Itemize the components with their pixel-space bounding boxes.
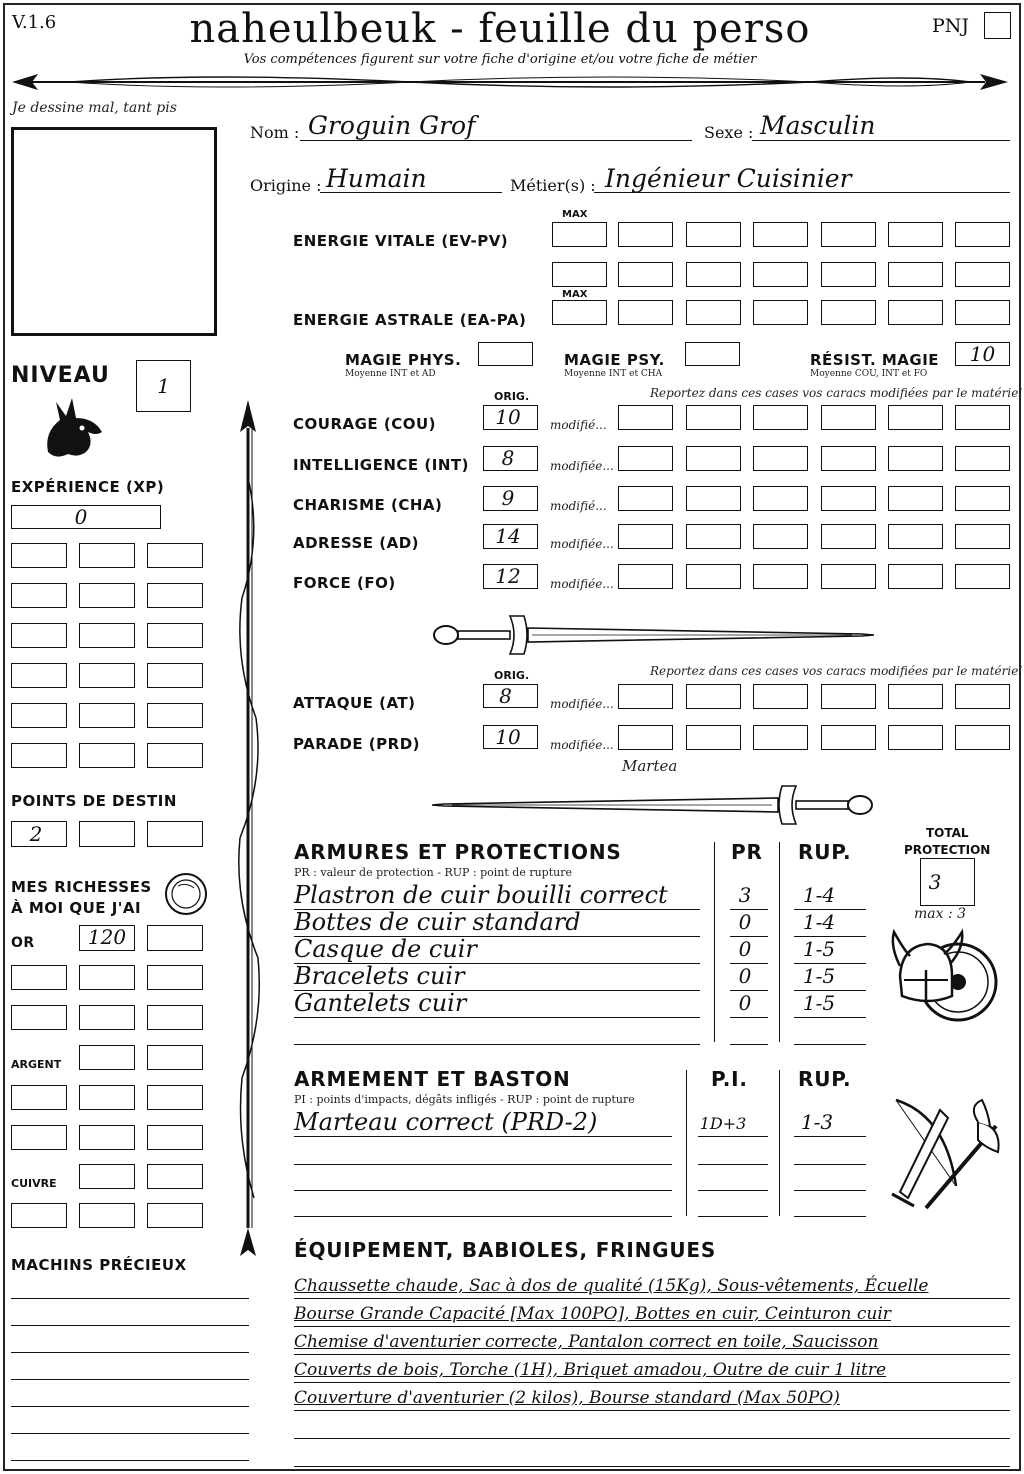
spear-divider-icon xyxy=(10,70,1010,94)
energy-box-r1-c6[interactable] xyxy=(888,222,943,247)
energy-box-r2-c4[interactable] xyxy=(753,262,808,287)
equipement-line xyxy=(294,1298,1010,1299)
stat-modified-box-4[interactable] xyxy=(821,486,876,511)
armure-name[interactable]: Gantelets cuir xyxy=(294,989,467,1017)
armure-pr-underline xyxy=(730,1017,768,1018)
stat-label: ADRESSE (AD) xyxy=(293,534,420,552)
energy-box-r3-c1[interactable] xyxy=(552,300,607,325)
combat-modified-box-r2-c3[interactable] xyxy=(753,725,808,750)
armure-underline xyxy=(294,1017,700,1018)
energy-box-r1-c3[interactable] xyxy=(686,222,741,247)
energy-box-r2-c2[interactable] xyxy=(618,262,673,287)
arme-underline xyxy=(294,1190,672,1191)
energy-box-r3-c6[interactable] xyxy=(888,300,943,325)
combat-modified-box-r2-c1[interactable] xyxy=(618,725,673,750)
energy-box-r2-c3[interactable] xyxy=(686,262,741,287)
stat-modified-box-4[interactable] xyxy=(821,564,876,589)
armure-rup[interactable]: 1-5 xyxy=(802,937,836,961)
arme-pi[interactable]: 1D+3 xyxy=(699,1114,747,1133)
sword-icon xyxy=(432,610,874,660)
resist-magie-value: 10 xyxy=(969,342,996,366)
or-value: 120 xyxy=(87,925,127,949)
stat-modified-box-5[interactable] xyxy=(888,524,943,549)
machins-line[interactable] xyxy=(11,1379,249,1380)
stat-modif-label: modifiée... xyxy=(550,537,614,551)
prd-orig-value: 10 xyxy=(495,725,521,749)
money-box-r6-c1[interactable] xyxy=(79,1164,135,1189)
sexe-label: Sexe : xyxy=(704,123,754,142)
origine-label: Origine : xyxy=(250,176,322,195)
armement-title: ARMEMENT ET BASTON xyxy=(294,1067,571,1091)
energy-box-r1-c4[interactable] xyxy=(753,222,808,247)
money-box-r4-c2[interactable] xyxy=(79,1085,135,1110)
money-box-r7-c2[interactable] xyxy=(79,1203,135,1228)
equipement-title: ÉQUIPEMENT, BABIOLES, FRINGUES xyxy=(294,1238,717,1262)
armement-pi-label: P.I. xyxy=(711,1067,748,1091)
magie-phys-box[interactable] xyxy=(478,342,533,366)
equipement-line xyxy=(294,1354,1010,1355)
energy-box-r3-c7[interactable] xyxy=(955,300,1010,325)
xp-box-r6-c3[interactable] xyxy=(147,743,203,768)
equipement-line xyxy=(294,1382,1010,1383)
arme-rup-underline xyxy=(794,1190,866,1191)
armures-title: ARMURES ET PROTECTIONS xyxy=(294,840,622,864)
energy-box-r1-c7[interactable] xyxy=(955,222,1010,247)
arme-rup[interactable]: 1-3 xyxy=(800,1110,834,1134)
xp-box-r1-c2[interactable] xyxy=(79,543,135,568)
magie-phys-note: Moyenne INT et AD xyxy=(345,369,436,379)
stat-label: INTELLIGENCE (INT) xyxy=(293,456,469,474)
ea-label: ENERGIE ASTRALE (EA-PA) xyxy=(293,311,527,329)
money-box-r3-c1[interactable] xyxy=(79,1045,135,1070)
combat-modified-box-r2-c2[interactable] xyxy=(686,725,741,750)
armement-note: PI : points d'impacts, dégâts infligés - RUP : point de rupture xyxy=(294,1093,635,1106)
xp-box-r1-c1[interactable] xyxy=(11,543,67,568)
ea-max-label: MAX xyxy=(562,289,588,300)
metier-label: Métier(s) : xyxy=(510,176,596,195)
stat-orig-value: 10 xyxy=(495,405,521,429)
armure-name[interactable]: Bracelets cuir xyxy=(294,962,465,990)
destin-label: POINTS DE DESTIN xyxy=(11,792,177,810)
machins-line[interactable] xyxy=(11,1325,249,1326)
vertical-spear-icon xyxy=(228,398,268,1258)
armure-rup[interactable]: 1-4 xyxy=(802,883,836,907)
stat-modified-box-3[interactable] xyxy=(753,486,808,511)
xp-box-r6-c1[interactable] xyxy=(11,743,67,768)
total-protection-label-1: TOTAL xyxy=(926,826,969,840)
equipement-item[interactable]: Couverture d'aventurier (2 kilos), Bourse standard (Max 50PO) xyxy=(294,1388,840,1408)
xp-value: 0 xyxy=(74,505,88,529)
niveau-label: NIVEAU xyxy=(11,363,110,388)
armure-rup[interactable]: 1-5 xyxy=(802,964,836,988)
stat-modified-box-6[interactable] xyxy=(955,405,1010,430)
arme-name[interactable]: Marteau correct (PRD-2) xyxy=(294,1108,598,1136)
stat-modified-box-2[interactable] xyxy=(686,564,741,589)
money-box-r5-c3[interactable] xyxy=(147,1125,203,1150)
arme-rup-underline xyxy=(794,1164,866,1165)
combat-modified-box-r1-c4[interactable] xyxy=(821,684,876,709)
stat-orig-value: 14 xyxy=(495,524,521,548)
machins-line[interactable] xyxy=(11,1433,249,1434)
stat-modified-box-4[interactable] xyxy=(821,446,876,471)
energy-box-r2-c7[interactable] xyxy=(955,262,1010,287)
sexe-value[interactable]: Masculin xyxy=(760,111,876,140)
stats-report-note: Reportez dans ces cases vos caracs modifiées par le matériel xyxy=(650,386,1023,400)
at-orig-value: 8 xyxy=(499,684,512,708)
money-box-r2-c2[interactable] xyxy=(79,1005,135,1030)
combat-modified-box-r1-c5[interactable] xyxy=(888,684,943,709)
combat-orig-label: ORIG. xyxy=(494,669,530,682)
magie-psy-box[interactable] xyxy=(685,342,740,366)
stat-orig-value: 8 xyxy=(501,446,515,470)
nom-value[interactable]: Groguin Grof xyxy=(308,111,476,140)
niveau-value: 1 xyxy=(157,374,170,398)
xp-box-r4-c1[interactable] xyxy=(11,663,67,688)
stat-modif-label: modifiée... xyxy=(550,459,614,473)
pnj-checkbox[interactable] xyxy=(984,12,1011,39)
xp-box-r2-c2[interactable] xyxy=(79,583,135,608)
coin-icon xyxy=(164,872,208,916)
machins-line[interactable] xyxy=(11,1406,249,1407)
combat-modified-box-r1-c6[interactable] xyxy=(955,684,1010,709)
money-box-r7-c3[interactable] xyxy=(147,1203,203,1228)
equipement-line xyxy=(294,1410,1010,1411)
arme-pi-underline xyxy=(698,1216,768,1217)
stat-modified-box-1[interactable] xyxy=(618,524,673,549)
equipement-line xyxy=(294,1326,1010,1327)
armure-pr[interactable]: 0 xyxy=(738,991,752,1015)
energy-box-r2-c5[interactable] xyxy=(821,262,876,287)
or-box-2[interactable] xyxy=(147,925,203,951)
stat-modified-box-5[interactable] xyxy=(888,405,943,430)
energy-box-r1-c2[interactable] xyxy=(618,222,673,247)
portrait-caption: Je dessine mal, tant pis xyxy=(12,100,177,116)
arme-pi-underline xyxy=(698,1164,768,1165)
equipement-item[interactable]: Couverts de bois, Torche (1H), Briquet amadou, Outre de cuir 1 litre xyxy=(294,1360,887,1380)
machins-line[interactable] xyxy=(11,1460,249,1461)
energy-box-r3-c2[interactable] xyxy=(618,300,673,325)
or-label: OR xyxy=(11,935,35,951)
arme-underline xyxy=(294,1164,672,1165)
arme-rup-underline xyxy=(794,1216,866,1217)
total-protection-max: max : 3 xyxy=(914,906,967,922)
destin-box-3[interactable] xyxy=(147,821,203,847)
ev-max-label: MAX xyxy=(562,209,588,220)
xp-box-r5-c3[interactable] xyxy=(147,703,203,728)
equipement-item[interactable]: Chemise d'aventurier correcte, Pantalon correct en toile, Saucisson xyxy=(294,1332,879,1352)
xp-box-r2-c1[interactable] xyxy=(11,583,67,608)
energy-box-r1-c5[interactable] xyxy=(821,222,876,247)
energy-box-r3-c5[interactable] xyxy=(821,300,876,325)
xp-box-r2-c3[interactable] xyxy=(147,583,203,608)
armure-pr[interactable]: 0 xyxy=(738,910,752,934)
xp-box-r3-c2[interactable] xyxy=(79,623,135,648)
weapons-icon xyxy=(886,1096,1006,1216)
xp-box-r4-c2[interactable] xyxy=(79,663,135,688)
armure-pr-underline xyxy=(730,1044,768,1045)
dragon-icon xyxy=(38,392,110,464)
combat-modified-box-r1-c1[interactable] xyxy=(618,684,673,709)
armures-divider-1 xyxy=(714,842,715,1042)
armures-rup-label: RUP. xyxy=(798,840,852,864)
equipement-item[interactable]: Chaussette chaude, Sac à dos de qualité (15Kg), Sous-vêtements, Écuelle xyxy=(294,1276,929,1296)
armure-rup[interactable]: 1-4 xyxy=(802,910,836,934)
armure-rup-underline xyxy=(794,1017,866,1018)
armures-note: PR : valeur de protection - RUP : point de rupture xyxy=(294,866,572,879)
energy-box-r3-c4[interactable] xyxy=(753,300,808,325)
xp-box-r3-c1[interactable] xyxy=(11,623,67,648)
richesses-label-2: À MOI QUE J'AI xyxy=(11,899,142,917)
stat-modified-box-6[interactable] xyxy=(955,446,1010,471)
stat-modified-box-2[interactable] xyxy=(686,486,741,511)
armure-pr[interactable]: 0 xyxy=(738,964,752,988)
machins-line[interactable] xyxy=(11,1298,249,1299)
armure-name[interactable]: Bottes de cuir standard xyxy=(294,908,581,936)
money-box-r6-c2[interactable] xyxy=(147,1164,203,1189)
equipement-line xyxy=(294,1438,1010,1439)
at-modif: modifiée... xyxy=(550,697,614,711)
armure-name[interactable]: Plastron de cuir bouilli correct xyxy=(294,881,668,909)
arme-underline xyxy=(294,1216,672,1217)
stat-modified-box-3[interactable] xyxy=(753,446,808,471)
stat-modified-box-5[interactable] xyxy=(888,446,943,471)
cuivre-label: CUIVRE xyxy=(11,1177,57,1190)
argent-label: ARGENT xyxy=(11,1058,62,1071)
resist-magie-label: RÉSIST. MAGIE xyxy=(810,351,940,369)
money-box-r4-c1[interactable] xyxy=(11,1085,67,1110)
magie-psy-note: Moyenne INT et CHA xyxy=(564,369,663,379)
stat-modified-box-1[interactable] xyxy=(618,446,673,471)
equipement-item[interactable]: Bourse Grande Capacité [Max 100PO], Bottes en cuir, Ceinturon cuir xyxy=(294,1304,891,1324)
combat-modified-box-r1-c3[interactable] xyxy=(753,684,808,709)
sexe-underline xyxy=(752,140,1010,141)
arme-underline xyxy=(294,1136,672,1137)
prd-handwritten-note: Martea xyxy=(622,757,678,775)
money-box-r3-c2[interactable] xyxy=(147,1045,203,1070)
sheet-title: naheulbeuk - feuille du perso xyxy=(189,6,811,52)
metier-value[interactable]: Ingénieur Cuisinier xyxy=(605,164,852,193)
stat-modified-box-4[interactable] xyxy=(821,405,876,430)
energy-box-r2-c1[interactable] xyxy=(552,262,607,287)
stat-label: FORCE (FO) xyxy=(293,574,396,592)
xp-box-r5-c2[interactable] xyxy=(79,703,135,728)
stat-modified-box-3[interactable] xyxy=(753,564,808,589)
money-box-r5-c2[interactable] xyxy=(79,1125,135,1150)
stat-modified-box-1[interactable] xyxy=(618,486,673,511)
machins-label: MACHINS PRÉCIEUX xyxy=(11,1256,187,1274)
stat-modified-box-2[interactable] xyxy=(686,405,741,430)
armure-name[interactable]: Casque de cuir xyxy=(294,935,477,963)
nom-underline xyxy=(300,140,692,141)
equipement-line xyxy=(294,1466,1010,1467)
xp-box-r3-c3[interactable] xyxy=(147,623,203,648)
money-box-r5-c1[interactable] xyxy=(11,1125,67,1150)
money-box-r2-c3[interactable] xyxy=(147,1005,203,1030)
portrait-box[interactable] xyxy=(11,127,217,336)
destin-box-2[interactable] xyxy=(79,821,135,847)
armure-rup-underline xyxy=(794,1044,866,1045)
xp-box-r5-c1[interactable] xyxy=(11,703,67,728)
sheet-subtitle: Vos compétences figurent sur votre fiche d'origine et/ou votre fiche de métier xyxy=(243,52,757,67)
money-box-r1-c2[interactable] xyxy=(79,965,135,990)
xp-box-r4-c3[interactable] xyxy=(147,663,203,688)
machins-line[interactable] xyxy=(11,1352,249,1353)
xp-label: EXPÉRIENCE (XP) xyxy=(11,478,165,496)
total-protection-value: 3 xyxy=(928,870,942,894)
xp-box-r6-c2[interactable] xyxy=(79,743,135,768)
money-box-r2-c1[interactable] xyxy=(11,1005,67,1030)
armure-pr[interactable]: 0 xyxy=(738,937,752,961)
stat-orig-value: 12 xyxy=(495,564,521,588)
armure-rup[interactable]: 1-5 xyxy=(802,991,836,1015)
combat-modified-box-r1-c2[interactable] xyxy=(686,684,741,709)
energy-box-r2-c6[interactable] xyxy=(888,262,943,287)
version-label: V.1.6 xyxy=(12,12,57,33)
armement-rup-label: RUP. xyxy=(798,1067,852,1091)
stat-label: COURAGE (COU) xyxy=(293,415,437,433)
armure-underline xyxy=(294,1044,700,1045)
stat-modified-box-6[interactable] xyxy=(955,486,1010,511)
arme-pi-underline xyxy=(698,1190,768,1191)
money-box-r4-c3[interactable] xyxy=(147,1085,203,1110)
xp-box-r1-c3[interactable] xyxy=(147,543,203,568)
armures-pr-label: PR xyxy=(731,840,763,864)
stat-modified-box-6[interactable] xyxy=(955,524,1010,549)
prd-label: PARADE (PRD) xyxy=(293,735,421,753)
origine-value[interactable]: Humain xyxy=(326,164,427,193)
magie-phys-label: MAGIE PHYS. xyxy=(345,351,462,369)
combat-modified-box-r2-c4[interactable] xyxy=(821,725,876,750)
pnj-label: PNJ xyxy=(932,15,970,37)
combat-report-note: Reportez dans ces cases vos caracs modifiées par le matériel xyxy=(650,664,1023,678)
ev-label: ENERGIE VITALE (EV-PV) xyxy=(293,232,509,250)
nom-label: Nom : xyxy=(250,123,300,142)
stat-orig-value: 9 xyxy=(501,486,515,510)
combat-modified-box-r2-c6[interactable] xyxy=(955,725,1010,750)
energy-box-r3-c3[interactable] xyxy=(686,300,741,325)
destin-value: 2 xyxy=(29,822,43,846)
combat-modified-box-r2-c5[interactable] xyxy=(888,725,943,750)
stat-modified-box-5[interactable] xyxy=(888,564,943,589)
stat-modified-box-6[interactable] xyxy=(955,564,1010,589)
stat-modified-box-3[interactable] xyxy=(753,405,808,430)
stat-modified-box-3[interactable] xyxy=(753,524,808,549)
armement-divider-1 xyxy=(686,1070,687,1216)
magie-psy-label: MAGIE PSY. xyxy=(564,351,665,369)
stats-orig-label: ORIG. xyxy=(494,390,530,403)
sword-icon-2 xyxy=(432,780,874,830)
richesses-label-1: MES RICHESSES xyxy=(11,878,152,896)
money-box-r1-c1[interactable] xyxy=(11,965,67,990)
stat-modif-label: modifié... xyxy=(550,418,607,432)
armure-pr[interactable]: 3 xyxy=(738,883,752,907)
arme-rup-underline xyxy=(794,1136,866,1137)
stat-modified-box-2[interactable] xyxy=(686,524,741,549)
arme-pi-underline xyxy=(698,1136,768,1137)
prd-modif: modifiée... xyxy=(550,738,614,752)
stat-modif-label: modifiée... xyxy=(550,577,614,591)
at-label: ATTAQUE (AT) xyxy=(293,694,416,712)
stat-modif-label: modifié... xyxy=(550,499,607,513)
stat-modified-box-2[interactable] xyxy=(686,446,741,471)
stat-modified-box-1[interactable] xyxy=(618,405,673,430)
stat-modified-box-5[interactable] xyxy=(888,486,943,511)
money-box-r7-c1[interactable] xyxy=(11,1203,67,1228)
total-protection-label-2: PROTECTION xyxy=(904,843,991,857)
stat-label: CHARISME (CHA) xyxy=(293,496,443,514)
helmet-shield-icon xyxy=(888,926,1000,1036)
stat-modified-box-4[interactable] xyxy=(821,524,876,549)
money-box-r1-c3[interactable] xyxy=(147,965,203,990)
stat-modified-box-1[interactable] xyxy=(618,564,673,589)
energy-box-r1-c1[interactable] xyxy=(552,222,607,247)
armures-divider-2 xyxy=(779,842,780,1042)
resist-magie-note: Moyenne COU, INT et FO xyxy=(810,369,928,379)
armement-divider-2 xyxy=(779,1070,780,1216)
